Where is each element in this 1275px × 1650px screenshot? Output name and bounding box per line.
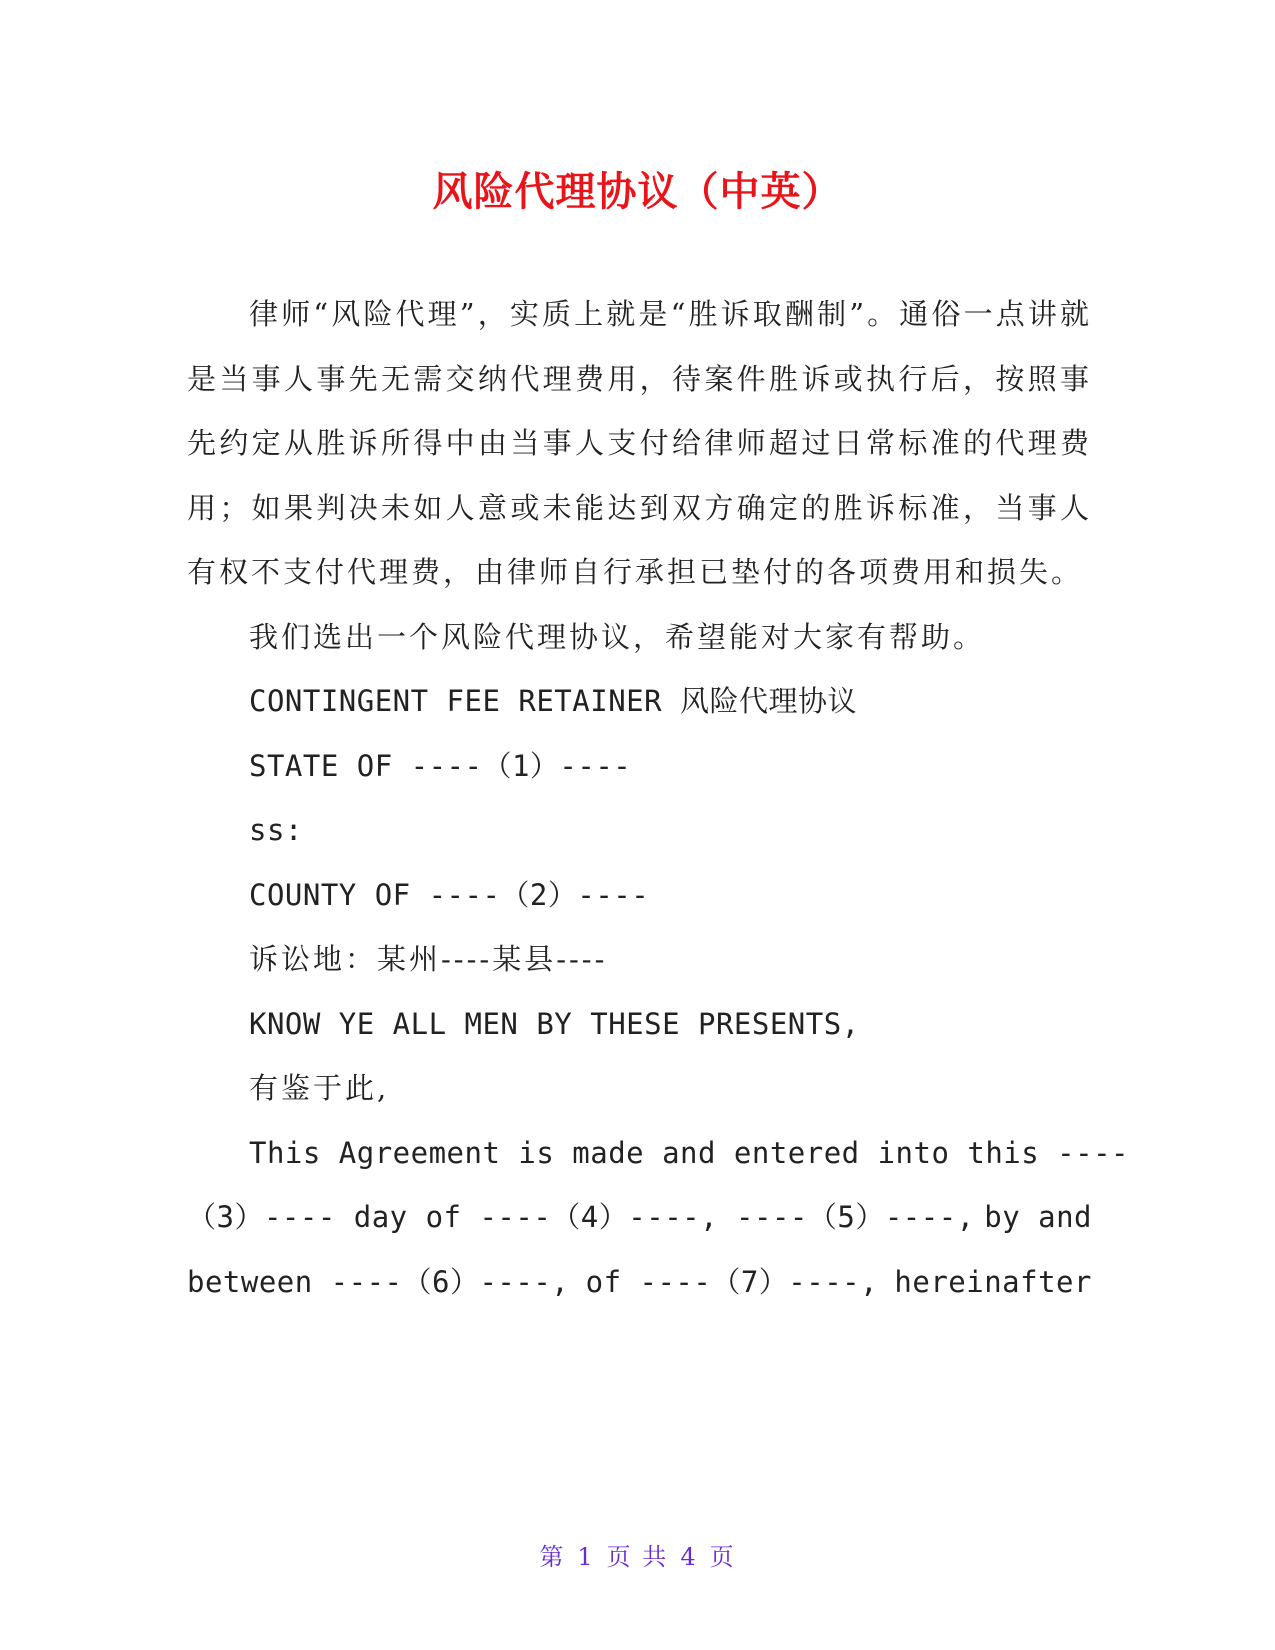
page-footer xyxy=(0,1537,1275,1572)
footer-mid: 页 共 xyxy=(606,1543,669,1571)
footer-page-number: 1 xyxy=(577,1543,595,1571)
intro-paragraph: 律师“风险代理”，实质上就是“胜诉取酬制”。通俗一点讲就是当事人事先无需交纳代理费用，待案件胜诉或执行后，按照事先约定从胜诉所得中由当事人支付给律师超过日常标准的代理费用；如果判决未如人意或未能达到双方确定的胜诉标准，当事人有权不支付代理费，由律师自行承担已垫付的各项费用和损失。 xyxy=(187,297,1092,589)
agreement-line-3-part-1: between ----（6）----, xyxy=(187,1264,570,1299)
footer-prefix: 第 xyxy=(539,1543,566,1571)
know-ye-line: KNOW YE ALL MEN BY THESE PRESENTS, xyxy=(249,1006,860,1041)
document-title: 风险代理协议（中英） xyxy=(432,169,843,215)
footer-total-pages: 4 xyxy=(680,1543,698,1571)
agreement-line-3 xyxy=(187,1250,1092,1315)
document-body xyxy=(187,282,1130,1314)
whereas-line: 有鉴于此, xyxy=(249,1071,390,1105)
state-line: STATE OF ----（1）---- xyxy=(249,748,632,783)
agreement-line-3-part-2: of ----（7）----, xyxy=(585,1264,879,1299)
agreement-line-1: This Agreement is made and entered into this ---- xyxy=(249,1135,1130,1170)
agreement-heading: CONTINGENT FEE RETAINER 风险代理协议 xyxy=(249,684,858,718)
agreement-line-2 xyxy=(187,1185,1092,1250)
recommendation-paragraph: 我们选出一个风险代理协议，希望能对大家有帮助。 xyxy=(249,619,986,654)
county-line: COUNTY OF ----（2）---- xyxy=(249,877,650,912)
agreement-line-2-part-1: （3）---- day of ----（4）----, ----（5）----, xyxy=(187,1200,975,1234)
agreement-line-3-part-3: hereinafter xyxy=(894,1264,1092,1299)
footer-suffix: 页 xyxy=(709,1543,736,1571)
agreement-line-2-part-2: by and xyxy=(984,1200,1092,1234)
venue-line: 诉讼地：某州----某县---- xyxy=(249,942,608,976)
ss-line: ss: xyxy=(249,813,303,847)
